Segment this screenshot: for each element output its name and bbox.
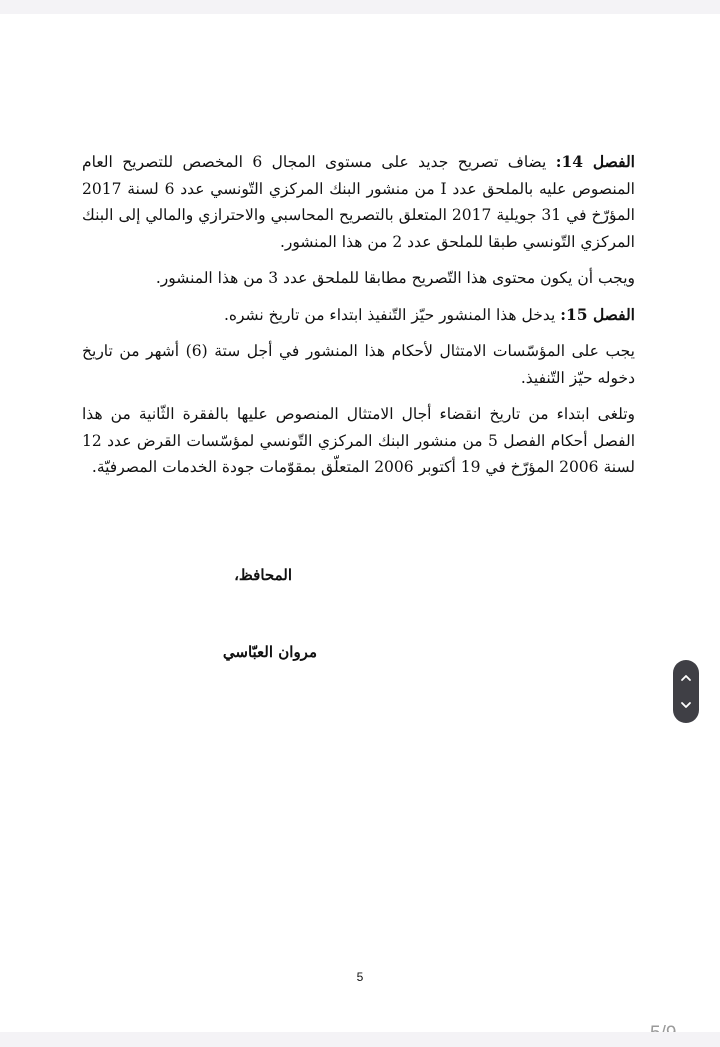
article-15-text: يدخل هذا المنشور حيّز التّنفيذ ابتداء من تاريخ نشره. bbox=[223, 305, 561, 324]
chevron-up-icon bbox=[680, 672, 692, 684]
declaration-content-paragraph bbox=[82, 265, 635, 292]
declaration-content-text: ويجب أن يكون محتوى هذا التّصريح مطابقا للملحق عدد 3 من هذا المنشور. bbox=[155, 269, 635, 287]
article-14-paragraph bbox=[82, 149, 635, 255]
article-14-text: يضاف تصريح جديد على مستوى المجال 6 المخصص للتصريح العام المنصوص عليه بالملحق عدد I من منشور البنك المركزي التّونسي عدد 6 لسنة 2017 المؤرّخ في 31 جويلية 2017 المتعلق بالتصريح المحاسبي والاحترازي والمالي إلى البنك المركزي التّونسي طبقا للملحق عدد 2 من هذا المنشور. bbox=[82, 153, 635, 251]
viewer-top-margin bbox=[0, 0, 720, 14]
signature-title: المحافظ، bbox=[234, 566, 292, 584]
compliance-deadline-text: يجب على المؤسّسات الامتثال لأحكام هذا المنشور في أجل ستة (6) أشهر من تاريخ دخوله حيّز التّنفيذ. bbox=[82, 342, 635, 387]
compliance-deadline-paragraph bbox=[82, 338, 635, 391]
page-number: 5 bbox=[356, 970, 364, 984]
page-navigation-control bbox=[673, 660, 699, 723]
previous-page-button[interactable] bbox=[673, 664, 699, 692]
repeal-text: وتلغى ابتداء من تاريخ انقضاء أجال الامتثال المنصوص عليها بالفقرة الثّانية من هذا الفصل أحكام الفصل 5 من منشور البنك المركزي التّونسي لمؤسّسات القرض عدد 12 لسنة 2006 المؤرّخ في 19 أكتوبر 2006 المتعلّق بمقوّمات جودة الخدمات المصرفيّة. bbox=[82, 405, 635, 476]
article-15-paragraph bbox=[82, 302, 635, 329]
article-14-heading: الفصل 14: bbox=[555, 152, 635, 171]
viewer-bottom-margin bbox=[0, 1032, 720, 1047]
signature-name: مروان العبّاسي bbox=[222, 643, 317, 661]
document-body bbox=[82, 149, 635, 481]
chevron-down-icon bbox=[680, 699, 692, 711]
repeal-paragraph bbox=[82, 401, 635, 481]
next-page-button[interactable] bbox=[673, 691, 699, 719]
article-15-heading: الفصل 15: bbox=[560, 304, 635, 324]
document-page bbox=[0, 14, 720, 1032]
